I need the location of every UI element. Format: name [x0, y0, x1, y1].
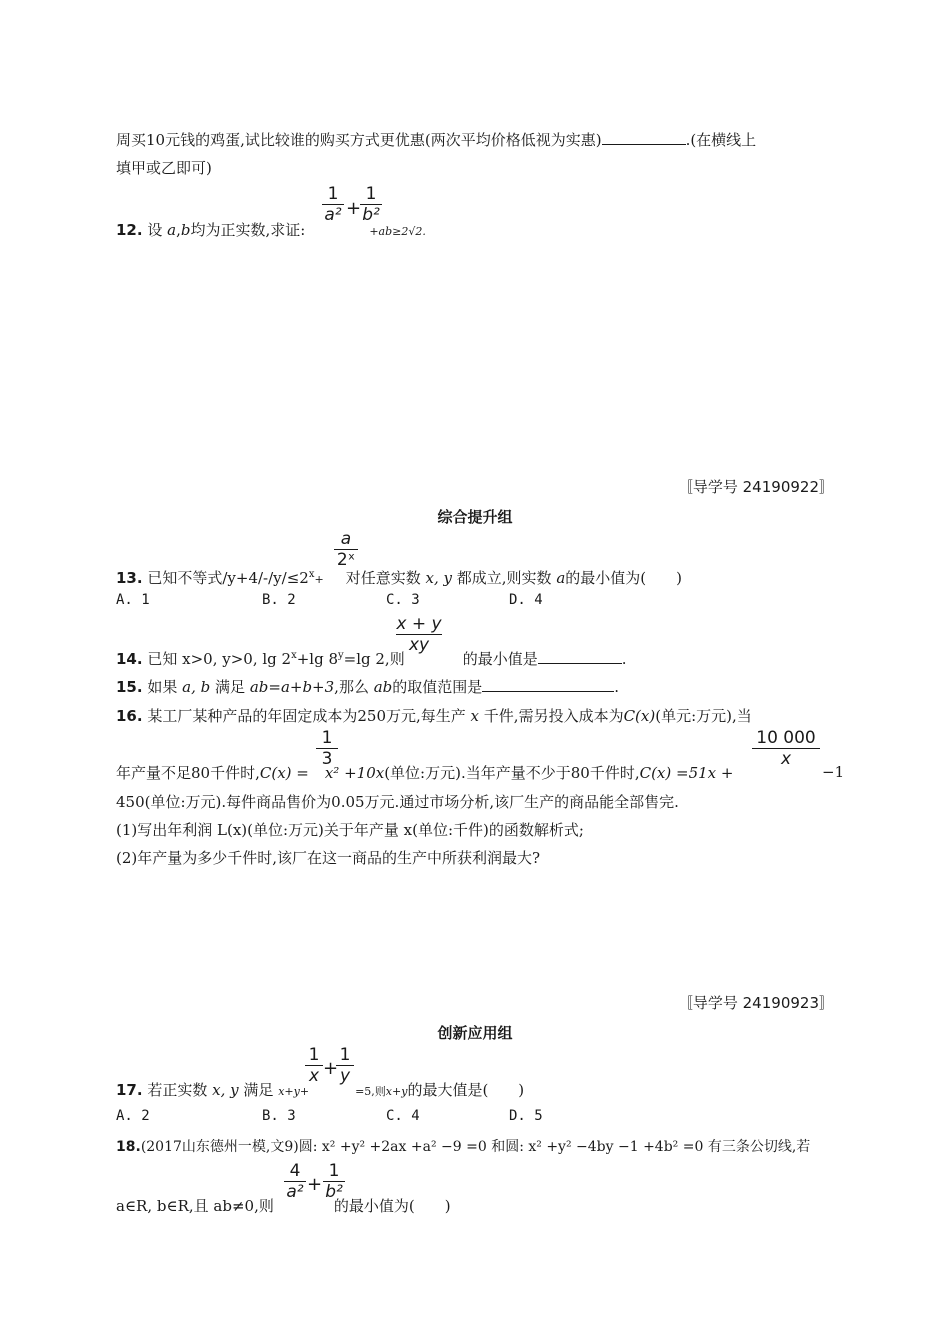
q15-text-a: 如果 [147, 678, 178, 696]
q16-frac2-num: 10 000 [756, 728, 816, 748]
q12-text-b: 均为正实数,求证: [190, 221, 306, 239]
q13-text-b: + [314, 573, 324, 586]
q17-text-e: =5,则 [355, 1085, 386, 1098]
q15-text-g: 的取值范围是 [392, 678, 483, 696]
q15-ab: ab [373, 678, 393, 696]
q18-plus: + [307, 1174, 323, 1195]
q13-frac-num: a [340, 529, 352, 549]
q18-text-2a: a∈R, b∈R,且 ab≠0,则 [116, 1197, 274, 1215]
q16-subquestion-2: (2)年产量为多少千件时,该厂在这一商品的生产中所获利润最大? [116, 849, 541, 867]
q13-option-d[interactable]: D. 4 [509, 592, 543, 608]
q14-line [116, 646, 627, 669]
q16-subquestion-1: (1)写出年利润 L(x)(单位:万元)关于年产量 x(单位:千件)的函数解析式; [116, 821, 584, 839]
q17-text-g: 的最大值是( ) [407, 1081, 525, 1099]
q17-plus: + [323, 1058, 339, 1079]
q15-text-e: ,那么 [334, 678, 369, 696]
q16-text-a: 某工厂某种产品的年固定成本为250万元,每生产 [147, 707, 466, 725]
q12-var-b: b [180, 221, 191, 239]
q14-fraction [396, 614, 442, 655]
q13-text-g: 的最小值为( ) [565, 569, 682, 587]
q12-frac2-num: 1 [365, 184, 377, 204]
section-title-innovation: 创新应用组 [437, 1024, 513, 1042]
q16-frac1-den: 3 [321, 749, 333, 769]
q14-text-e: . [621, 650, 627, 668]
q17-vars: x, y [212, 1081, 239, 1099]
q11-text-2: 填甲或乙即可) [116, 159, 212, 177]
q16-frac2-den: x [780, 749, 792, 769]
q14-sup-b: y [338, 650, 344, 661]
q13-line [116, 565, 682, 590]
q13-text-e: 都成立,则实数 [456, 569, 552, 587]
q16-line2-f: −1 [822, 763, 845, 781]
q12-frac1-num: 1 [327, 184, 339, 204]
q13-vars: x, y [425, 569, 452, 587]
q15-condition: ab=a+b+3 [249, 678, 335, 696]
q12-text-c: +ab≥2√2. [369, 225, 426, 238]
q17-frac2-den: y [339, 1066, 351, 1086]
q12-number: 12. [116, 221, 143, 239]
q16-line3: 450(单位:万元).每件商品售价为0.05万元.通过市场分析,该厂生产的商品能全部售完. [116, 793, 679, 811]
q13-option-a[interactable]: A. 1 [116, 592, 150, 608]
q16-number: 16. [116, 707, 143, 725]
section-title-comprehensive: 综合提升组 [437, 508, 513, 526]
q14-answer-blank[interactable] [538, 649, 622, 664]
q14-frac-num: x + y [396, 614, 442, 634]
q18-fraction-2 [323, 1161, 345, 1202]
q14-number: 14. [116, 650, 143, 668]
q18-text-2b: 的最小值为( ) [333, 1197, 451, 1215]
q17-text-f: x+y [385, 1085, 408, 1098]
q16-line2-e: C(x) =51x + [639, 764, 734, 782]
q14-sup-a: x [291, 650, 297, 661]
q17-frac2-num: 1 [339, 1045, 351, 1065]
q13-var-a: a [556, 569, 566, 587]
q16-x: x [470, 707, 480, 725]
q15-text-c: 满足 [215, 678, 246, 696]
q14-frac-den: xy [408, 635, 430, 655]
q17-fraction-1 [305, 1045, 323, 1086]
q17-option-d[interactable]: D. 5 [509, 1108, 543, 1124]
q17-option-b[interactable]: B. 3 [262, 1108, 296, 1124]
q17-frac1-den: x [308, 1066, 320, 1086]
q17-fraction-2 [336, 1045, 354, 1086]
q15-text-h: . [614, 678, 620, 696]
q11-line2 [116, 158, 212, 178]
q12-frac1-den: a² [324, 205, 342, 225]
q17-option-a[interactable]: A. 2 [116, 1108, 150, 1124]
q16-text-b: 千件,需另投入成本为 [483, 707, 624, 725]
q16-line2-c: x² +10x [324, 764, 385, 782]
q17-option-c[interactable]: C. 4 [386, 1108, 420, 1124]
q13-sup: x [308, 569, 315, 580]
q16-fraction-1 [316, 728, 338, 769]
q17-frac1-num: 1 [308, 1045, 320, 1065]
q13-fraction [334, 529, 358, 570]
q13-text-c: 对任意实数 [345, 569, 421, 587]
q16-text-d: (单元:万元),当 [655, 707, 752, 725]
q16-line2-b: C(x) = [259, 764, 309, 782]
q12-fraction-2 [360, 184, 382, 225]
q15-line [116, 677, 619, 697]
q16-frac1-num: 1 [321, 728, 333, 748]
q15-vars: a, b [182, 678, 211, 696]
q18-text-1: (2017山东德州一模,文9)圆: x² +y² +2ax +a² −9 =0 和圆: x² +y² −4by −1 +4b² =0 有三条公切线,若 [140, 1139, 811, 1155]
q16-fraction-2 [752, 728, 820, 769]
q16-cx: C(x) [623, 707, 656, 725]
q13-option-b[interactable]: B. 2 [262, 592, 296, 608]
q11-text-end: .(在横线上 [685, 131, 757, 149]
q12-comma: , [176, 221, 181, 239]
q13-number: 13. [116, 569, 143, 587]
q18-line1 [116, 1137, 810, 1157]
q15-answer-blank[interactable] [482, 677, 614, 692]
q18-frac1-num: 4 [289, 1161, 301, 1181]
q18-frac2-den: b² [325, 1182, 343, 1202]
q16-line2 [116, 763, 733, 783]
q13-text-a: 已知不等式/y+4/-/y/≤2 [147, 569, 309, 587]
q17-text-a: 若正实数 [147, 1081, 208, 1099]
q14-text-a: 已知 x>0, y>0, lg 2 [147, 650, 292, 668]
q11-text: 周买10元钱的鸡蛋,试比较谁的购买方式更优惠(两次平均价格低视为实惠) [116, 131, 602, 149]
q16-line2-a: 年产量不足80千件时, [116, 764, 260, 782]
q17-text-c: 满足 [243, 1081, 274, 1099]
q16-line1 [116, 706, 752, 726]
q14-text-d: 的最小值是 [462, 650, 538, 668]
q15-number: 15. [116, 678, 143, 696]
q18-fraction-1 [284, 1161, 306, 1202]
reference-number-2: 〚导学号 24190923〛 [677, 994, 834, 1012]
q12-fraction-1 [322, 184, 344, 225]
q12-text-a: 设 [147, 221, 163, 239]
reference-number-1: 〚导学号 24190922〛 [677, 478, 834, 496]
q12-frac2-den: b² [362, 205, 380, 225]
q14-text-b: +lg 8 [296, 650, 338, 668]
q11-line1 [116, 130, 756, 150]
q12-plus: + [346, 198, 362, 219]
q18-frac1-den: a² [286, 1182, 304, 1202]
q17-text-d: x+y+ [278, 1085, 310, 1098]
q12-var-a: a [167, 221, 177, 239]
q18-frac2-num: 1 [328, 1161, 340, 1181]
q17-number: 17. [116, 1081, 143, 1099]
q13-option-c[interactable]: C. 3 [386, 592, 420, 608]
q14-text-c: =lg 2,则 [343, 650, 405, 668]
q18-number: 18. [116, 1139, 141, 1155]
q11-answer-blank[interactable] [602, 130, 686, 145]
q16-line2-d: (单位:万元).当年产量不少于80千件时, [384, 764, 640, 782]
q13-frac-den: 2ˣ [336, 550, 356, 570]
